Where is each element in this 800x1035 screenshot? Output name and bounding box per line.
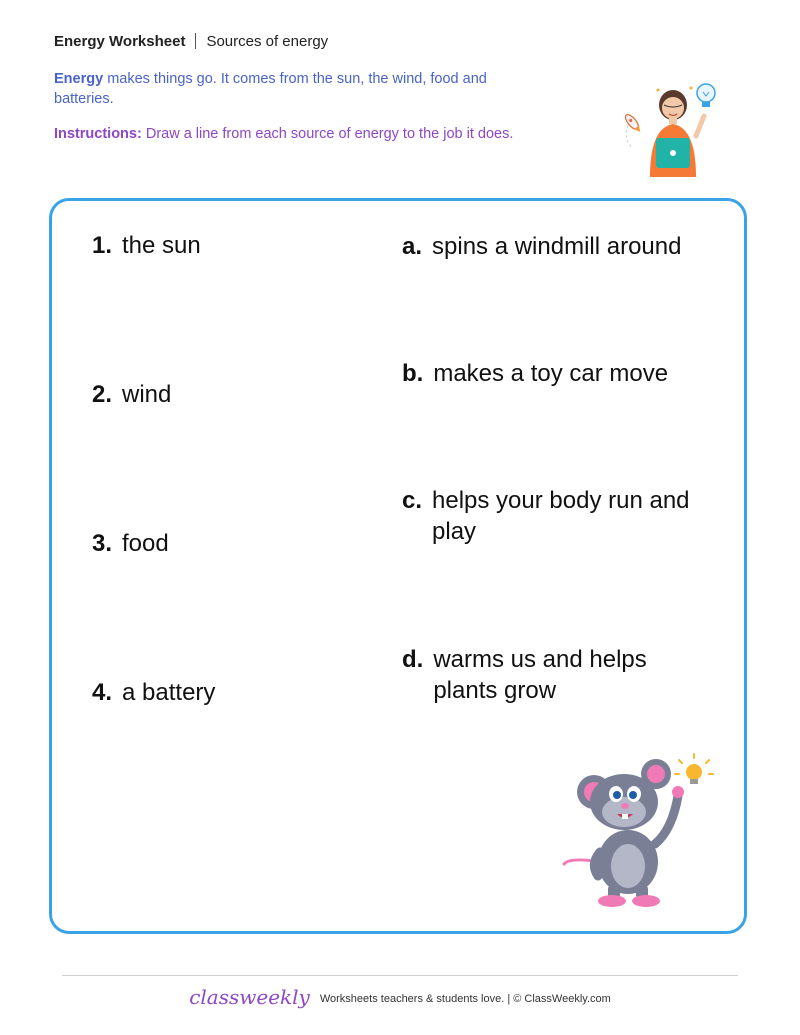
source-label: a battery [122,679,216,706]
intro-body: makes things go. It comes from the sun, the wind, food and batteries. [54,71,487,107]
job-item-d[interactable] [402,644,692,706]
source-item-1[interactable] [92,230,201,261]
intro-keyword: Energy [54,71,104,87]
header-divider [195,33,196,49]
instructions-body: Draw a line from each source of energy to the job it does. [141,126,514,142]
source-item-3[interactable] [92,528,169,559]
mouse-mascot-illustration [560,752,720,910]
job-label: helps your body run and play [432,487,690,545]
job-letter: d. [402,646,424,673]
worksheet-header [54,33,328,50]
job-label: warms us and helps plants grow [433,646,647,704]
lightbulb-icon [675,754,713,784]
lightbulb-icon [697,84,715,107]
source-label: wind [122,381,172,408]
job-item-b[interactable] [402,358,692,389]
source-label: the sun [122,232,201,259]
worksheet-subtitle: Sources of energy [206,33,329,50]
footer [0,985,800,1009]
footer-text: Worksheets teachers & students love. | © ClassWeekly.com [319,993,611,1005]
source-number: 3. [92,530,113,557]
job-item-c[interactable] [402,485,692,547]
footer-divider [62,975,738,976]
worksheet-title: Energy Worksheet [54,33,186,50]
kid-with-laptop-illustration [618,76,728,181]
job-item-a[interactable] [402,231,692,262]
source-label: food [122,530,169,557]
job-letter: b. [402,360,424,387]
job-label: makes a toy car move [433,360,669,387]
source-number: 1. [92,232,113,259]
instructions [54,126,513,142]
source-item-4[interactable] [92,677,215,708]
job-label: spins a windmill around [432,233,682,260]
source-number: 2. [92,381,113,408]
source-number: 4. [92,679,113,706]
job-letter: a. [402,233,423,260]
classweekly-logo: classweekly [189,985,310,1009]
intro-text [54,69,514,109]
instructions-label: Instructions: [54,126,142,142]
source-item-2[interactable] [92,379,171,410]
job-letter: c. [402,487,423,514]
